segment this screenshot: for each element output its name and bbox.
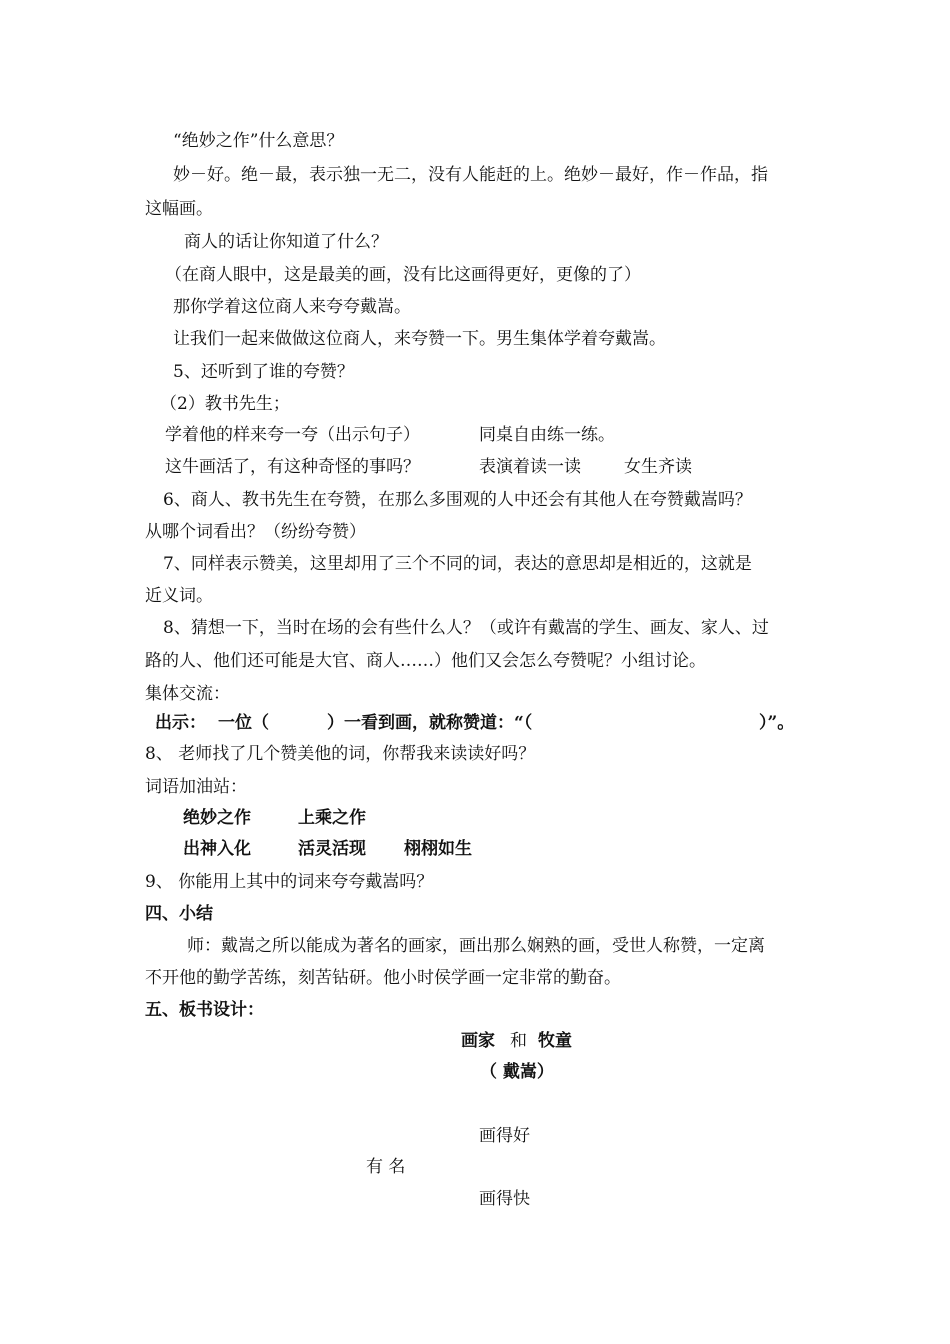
answer-line: （在商人眼中，这是最美的画，没有比这画得更好，更像的了） <box>165 265 641 285</box>
sub-step: （2）教书先生； <box>160 394 290 414</box>
summary-line: 师：戴嵩之所以能成为著名的画家，画出那么娴熟的画，受世人称赞，一定离 <box>187 936 765 956</box>
step-7: 7、同样表示赞美，这里却用了三个不同的词，表达的意思却是相近的，这就是 <box>163 554 752 574</box>
board-subtitle: （ 戴嵩） <box>480 1062 554 1082</box>
vocab-word: 出神入化 <box>183 839 251 859</box>
section-heading-board: 五、板书设计： <box>145 1000 264 1020</box>
step-5: 5、还听到了谁的夸赞？ <box>173 362 354 382</box>
vocab-word: 活灵活现 <box>298 839 366 859</box>
instruction-line: 表演着读一读 <box>479 457 581 477</box>
step-8-cont: 路的人、他们还可能是大官、商人……）他们又会怎么夸赞呢？小组讨论。 <box>145 651 706 671</box>
explanation-line: 妙－好。绝－最，表示独一无二，没有人能赶的上。绝妙－最好，作－作品，指 <box>173 165 768 185</box>
step-9: 9、 你能用上其中的词来夸夸戴嵩吗？ <box>145 872 434 892</box>
instruction-line: 让我们一起来做做这位商人，来夸赞一下。男生集体学着夸戴嵩。 <box>173 329 666 349</box>
step-7-cont: 近义词。 <box>145 586 213 606</box>
explanation-line-cont: 这幅画。 <box>145 199 213 219</box>
step-8: 8、猜想一下，当时在场的会有些什么人？（或许有戴嵩的学生、画友、家人、过 <box>163 618 769 638</box>
instruction-line: 同桌自由练一练。 <box>479 425 615 445</box>
display-label: 出示： <box>155 713 206 733</box>
step-6-cont: 从哪个词看出？（纷纷夸赞） <box>145 522 366 542</box>
instruction-line: 这牛画活了，有这种奇怪的事吗？ <box>165 457 420 477</box>
vocab-word: 绝妙之作 <box>183 808 251 828</box>
board-item: 画得好 <box>479 1126 530 1146</box>
question-line: 商人的话让你知道了什么？ <box>184 232 388 252</box>
board-item: 有 名 <box>366 1157 406 1177</box>
fill-blank-part: ）一看到画，就称赞道：“（ <box>327 713 533 733</box>
fill-blank-part: 一位（ <box>218 713 269 733</box>
instruction-line: 学着他的样来夸一夸（出示句子） <box>165 425 420 445</box>
step-8b: 8、 老师找了几个赞美他的词，你帮我来读读好吗？ <box>145 744 536 764</box>
board-title-word: 和 <box>510 1031 527 1051</box>
instruction-line: 女生齐读 <box>624 457 692 477</box>
board-title-word: 画家 <box>461 1031 495 1051</box>
board-item: 画得快 <box>479 1189 530 1209</box>
instruction-line: 那你学着这位商人来夸夸戴嵩。 <box>173 297 411 317</box>
section-heading-summary: 四、小结 <box>145 904 213 924</box>
group-sharing: 集体交流： <box>145 684 230 704</box>
vocab-word: 上乘之作 <box>298 808 366 828</box>
word-station-title: 词语加油站： <box>145 777 247 797</box>
board-title-word: 牧童 <box>538 1031 572 1051</box>
fill-blank-part: ）”。 <box>759 713 795 733</box>
step-6: 6、商人、教书先生在夸赞，在那么多围观的人中还会有其他人在夸赞戴嵩吗？ <box>163 490 752 510</box>
summary-line-cont: 不开他的勤学苦练，刻苦钻研。他小时侯学画一定非常的勤奋。 <box>145 968 621 988</box>
vocab-word: 栩栩如生 <box>404 839 472 859</box>
question-line: “绝妙之作”什么意思？ <box>173 131 344 151</box>
